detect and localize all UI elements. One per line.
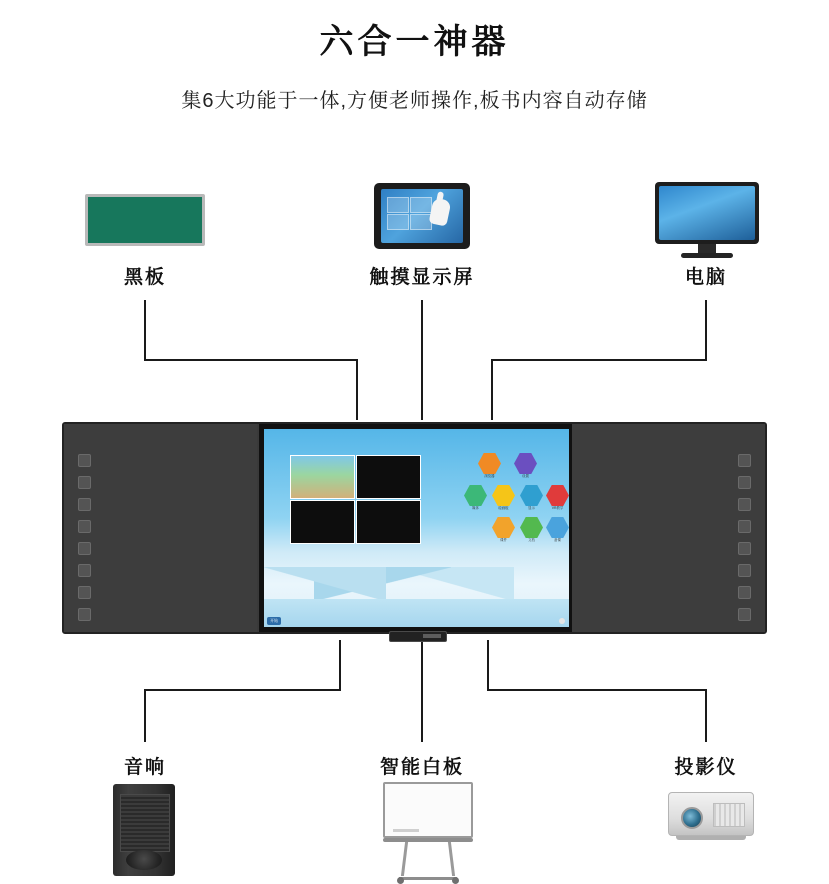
board-port-panel: [259, 631, 574, 641]
blackboard-icon: [85, 194, 205, 246]
app-tile[interactable]: 备课: [546, 517, 569, 543]
board-left-wing: [64, 424, 257, 632]
projector-label: 投影仪: [674, 757, 738, 778]
app-tile[interactable]: 文档: [520, 517, 543, 543]
back-icon[interactable]: [738, 564, 751, 577]
board-right-wing: [572, 424, 765, 632]
app-tile[interactable]: 媒体: [464, 485, 487, 511]
eraser-icon[interactable]: [78, 498, 91, 511]
home-icon[interactable]: [78, 542, 91, 555]
close-icon[interactable]: [78, 608, 91, 621]
touchscreen-label: 触摸显示屏: [369, 267, 475, 288]
right-side-buttons[interactable]: [738, 454, 751, 630]
tray-icon[interactable]: [559, 618, 565, 624]
start-button[interactable]: 开始: [267, 617, 281, 625]
interactive-flat-panel[interactable]: [62, 422, 767, 634]
menu-icon[interactable]: [738, 520, 751, 533]
desktop-wallpaper: [264, 429, 569, 627]
board-center-screen[interactable]: [259, 424, 574, 632]
list-item[interactable]: [290, 500, 355, 544]
back-icon[interactable]: [78, 564, 91, 577]
touchscreen-icon: [374, 183, 470, 249]
projector-icon: [668, 792, 754, 844]
whiteboard-label: 智能白板: [379, 757, 464, 778]
list-item[interactable]: [356, 455, 421, 499]
app-tile[interactable]: 显示: [520, 485, 543, 511]
speaker-label: 音响: [123, 757, 166, 778]
speaker-icon: [113, 784, 175, 876]
app-tile[interactable]: 设置: [514, 453, 537, 479]
computer-label: 电脑: [684, 267, 727, 288]
eraser-icon[interactable]: [738, 498, 751, 511]
app-tile[interactable]: 绘画板: [492, 485, 515, 511]
app-tile[interactable]: 浏览器: [478, 453, 501, 479]
close-icon[interactable]: [738, 608, 751, 621]
volume-icon[interactable]: [78, 586, 91, 599]
home-icon[interactable]: [738, 542, 751, 555]
list-item[interactable]: [290, 455, 355, 499]
menu-icon[interactable]: [78, 520, 91, 533]
taskbar[interactable]: [264, 615, 569, 627]
io-port[interactable]: [389, 631, 447, 642]
app-tile[interactable]: 课件: [492, 517, 515, 543]
app-grid[interactable]: [472, 453, 568, 549]
page-subtitle: 集6大功能于一体,方便老师操作,板书内容自动存储: [181, 90, 648, 112]
list-item[interactable]: [356, 500, 421, 544]
app-tile[interactable]: VR教学: [546, 485, 569, 511]
left-side-buttons[interactable]: [78, 454, 91, 630]
volume-icon[interactable]: [738, 586, 751, 599]
pen-icon[interactable]: [78, 476, 91, 489]
pen-icon[interactable]: [738, 476, 751, 489]
page-title: 六合一神器: [319, 23, 510, 61]
blackboard-label: 黑板: [123, 267, 166, 288]
monitor-icon: [655, 182, 759, 258]
power-icon[interactable]: [738, 454, 751, 467]
mountain-graphic: [264, 567, 569, 601]
whiteboard-icon: [383, 782, 479, 882]
power-icon[interactable]: [78, 454, 91, 467]
